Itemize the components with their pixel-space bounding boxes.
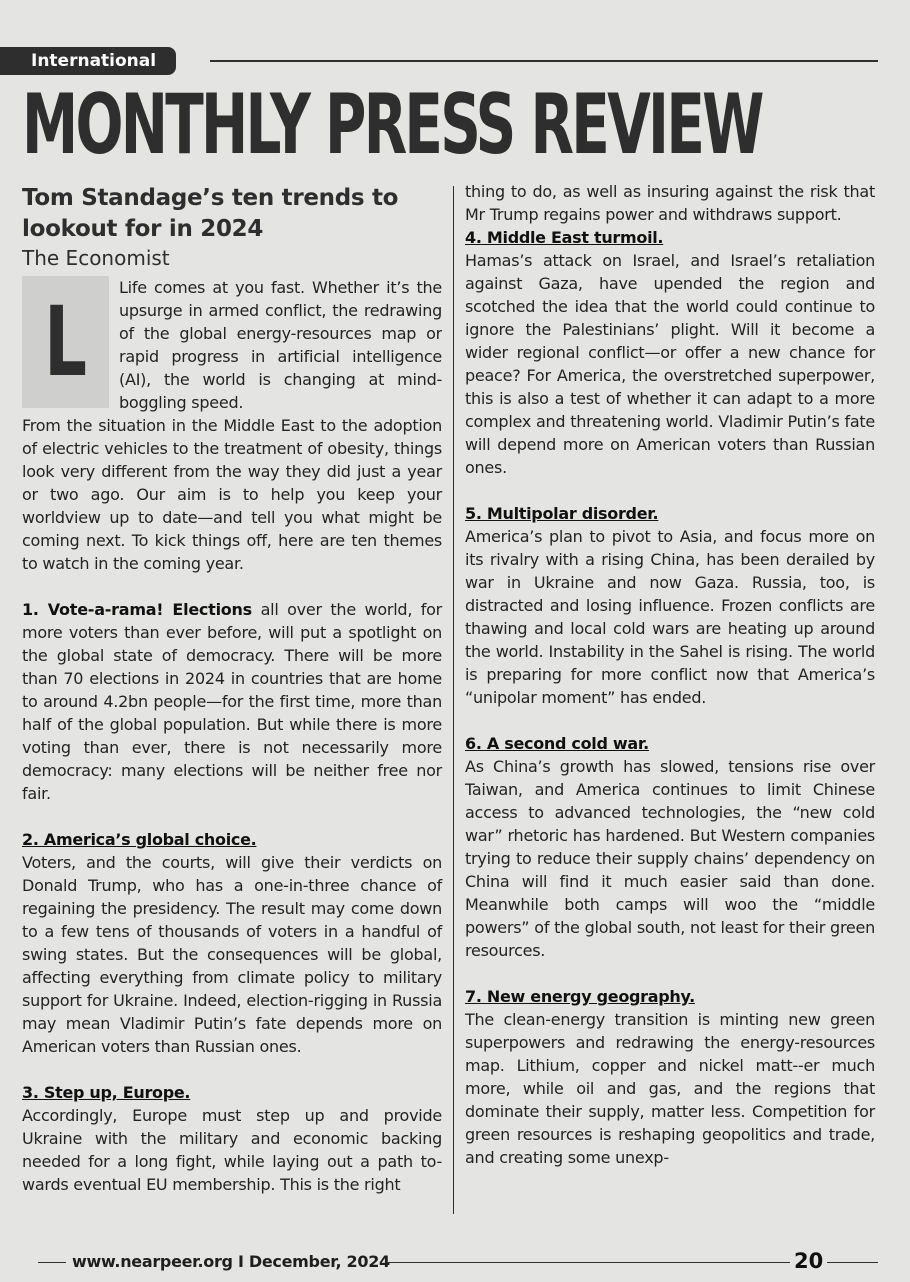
section-7-heading: 7. New energy geography. <box>465 987 695 1006</box>
masthead-title: MONTHLY PRESS REVIEW <box>22 76 762 173</box>
section-6-body: As China’s growth has slowed, tensions rise over Taiwan, and America continues to limit Chinese access to advanced technologies, the “new cold war” rhetoric has hardened. But Western companies trying to reduce their supply chains’ dependency on China will find it much easier said than done. Meanwhile both camps will woo the “middle powers” of the global south, not least for their green resources. <box>465 757 875 960</box>
intro-paragraph-1: Life comes at you fast. Whether it’s the upsurge in armed conflict, the redrawing of the global energy-resources map or rapid progress in artificial intelligence (AI), the world is changing at mind-boggling speed. <box>119 278 442 412</box>
drop-cap <box>22 276 109 408</box>
left-column <box>22 183 442 1196</box>
section-1 <box>22 598 442 805</box>
section-3-continuation: thing to do, as well as insuring against the risk that Mr Trump regains power and withdraws support. <box>465 182 875 224</box>
article-title: Tom Standage’s ten trends to lookout for in 2024 <box>22 185 399 242</box>
section-3-heading: 3. Step up, Europe. <box>22 1083 191 1102</box>
section-6-heading: 6. A second cold war. <box>465 734 649 753</box>
header-rule <box>210 60 878 62</box>
footer-site-date: www.nearpeer.org I December, 2024 <box>72 1252 390 1271</box>
footer-rule-left <box>38 1262 66 1263</box>
section-2-heading: 2. America’s global choice. <box>22 830 257 849</box>
intro-paragraph-2: From the situation in the Middle East to the adoption of electric vehicles to the treatment of obesity, things look very different from the way they did just a year or two ago. Our aim is to help you keep your worldview up to date—and tell you what might be coming next. To kick things off, here are ten themes to watch in the coming year. <box>22 416 442 573</box>
section-5-body: America’s plan to pivot to Asia, and focus more on its rivalry with a rising China, has been derailed by war in Ukraine and now Gaza. Russia, too, is distracted and losing influence. Frozen conflicts are thawing and local cold wars are heating up around the world. Instability in the Sahel is rising. The world is preparing for more conflict now that America’s “unipolar moment” has ended. <box>465 527 875 707</box>
column-divider <box>453 186 454 1214</box>
section-5-heading: 5. Multipolar disorder. <box>465 504 659 523</box>
intro-block <box>22 276 442 414</box>
right-column <box>465 180 875 1169</box>
page-footer <box>38 1250 878 1274</box>
section-4-heading: 4. Middle East turmoil. <box>465 228 664 247</box>
section-4-body: Hamas’s attack on Israel, and Israel’s retaliation against Gaza, have upended the region and scotched the idea that the world could continue to ignore the Palestinians’ plight. Will it become a wider regional conflict—or offer a new chance for peace? For America, the overstretched superpower, this is also a test of whether it can adapt to a more complex and threatening world. Vladimir Putin’s fate will depend more on American voters than Russian ones. <box>465 251 875 477</box>
footer-rule-right <box>827 1262 878 1263</box>
page-number: 20 <box>794 1249 824 1273</box>
section-3-body: Accordingly, Europe must step up and provide Ukraine with the military and economic backing needed for a long fight, while laying out a path to-wards eventual EU membership. This is the right <box>22 1106 442 1194</box>
section-1-body: all over the world, for more voters than ever before, will put a spotlight on the global state of democracy. There will be more than 70 elections in 2024 in countries that are home to around 4.2bn people—for the first time, more than half of the global population. But while there is more voting than ever, there is not necessarily more democracy: many elections will be neither free nor fair. <box>22 600 443 803</box>
section-2-body: Voters, and the courts, will give their verdicts on Donald Trump, who has a one-in-three chance of regaining the presidency. The result may come down to a few tens of thousands of voters in a handful of swing states. But the consequences will be global, affecting everything from climate policy to military support for Ukraine. Indeed, election-rigging in Russia may mean Vladimir Putin’s fate depends more on American voters than Russian ones. <box>22 853 442 1056</box>
drop-cap-letter: L <box>44 286 87 398</box>
section-1-heading: 1. Vote-a-rama! Elections <box>22 600 252 619</box>
section-tag: International <box>0 47 176 75</box>
section-7-body: The clean-energy transition is minting new green superpowers and redrawing the energy-resources map. Lithium, copper and nickel matt--er much more, while oil and gas, and the regions that dominate their supply, matter less. Competition for green resources is reshaping geopolitics and trade, and creating some unexp- <box>465 1010 875 1167</box>
article-source: The Economist <box>22 246 170 270</box>
footer-rule-middle <box>386 1262 790 1263</box>
